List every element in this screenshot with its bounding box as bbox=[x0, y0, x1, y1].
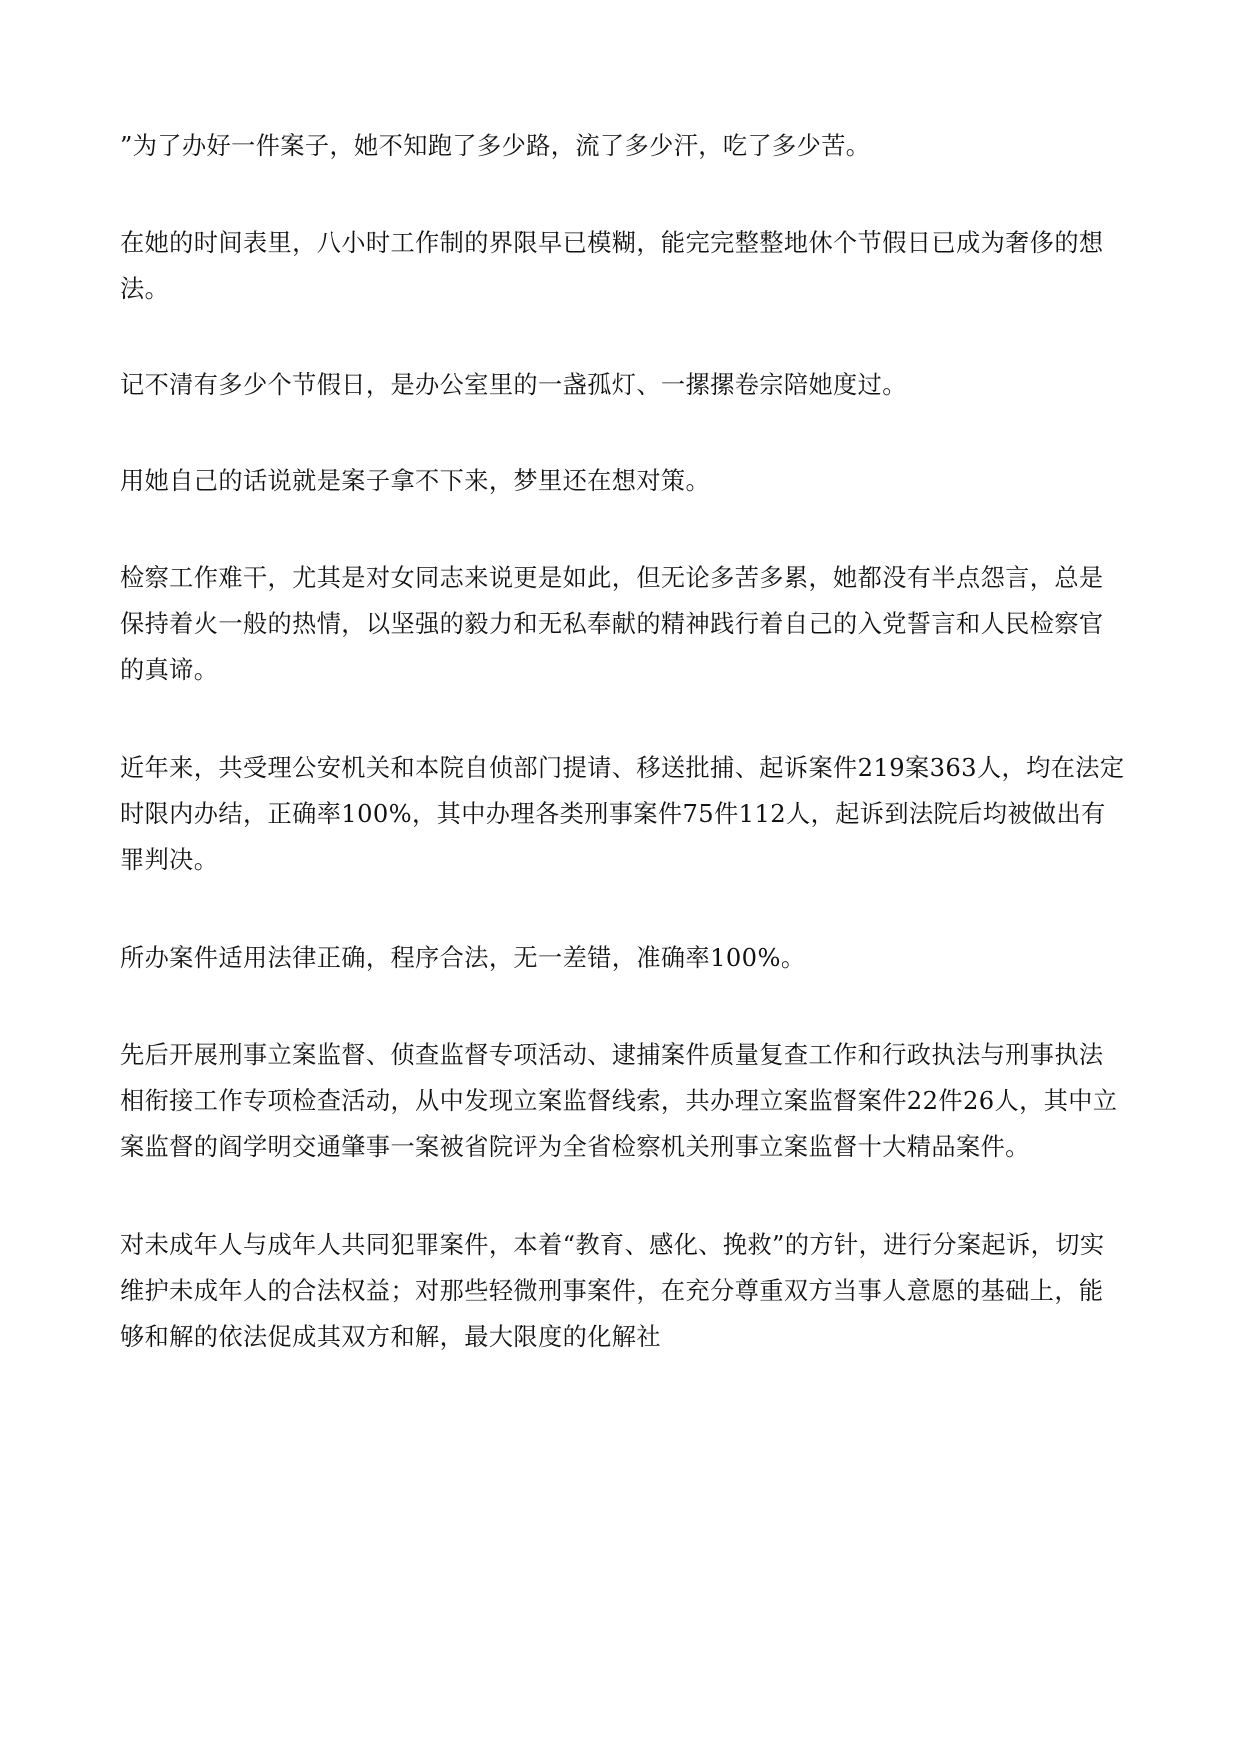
paragraph-8: 先后开展刑事立案监督、侦查监督专项活动、逮捕案件质量复查工作和行政执法与刑事执法相衔接工作专项检查活动，从中发现立案监督线索，共办理立案监督案件22件26人，其中立案监督的阎学明交通肇事一案被省院评为全省检察机关刑事立案监督十大精品案件。 bbox=[120, 1041, 1118, 1161]
paragraph-3: 记不清有多少个节假日，是办公室里的一盏孤灯、一摞摞卷宗陪她度过。 bbox=[120, 371, 907, 399]
paragraph-4: 用她自己的话说就是案子拿不下来，梦里还在想对策。 bbox=[120, 467, 711, 495]
paragraph-2: 在她的时间表里，八小时工作制的界限早已模糊，能完完整整地休个节假日已成为奢侈的想法。 bbox=[120, 229, 1104, 303]
paragraph-1: ”为了办好一件案子，她不知跑了多少路，流了多少汗，吃了多少苦。 bbox=[120, 132, 871, 160]
paragraph-5: 检察工作难干，尤其是对女同志来说更是如此，但无论多苦多累，她都没有半点怨言，总是保持着火一般的热情，以坚强的毅力和无私奉献的精神践行着自己的入党誓言和人民检察官的真谛。 bbox=[120, 564, 1104, 684]
paragraph-9: 对未成年人与成年人共同犯罪案件，本着“教育、感化、挽救”的方针，进行分案起诉，切实维护未成年人的合法权益；对那些轻微刑事案件，在充分尊重双方当事人意愿的基础上，能够和解的依法促成其双方和解，最大限度的化解社 bbox=[120, 1231, 1105, 1351]
paragraph-7: 所办案件适用法律正确，程序合法，无一差错，准确率100%。 bbox=[120, 944, 806, 972]
paragraph-6: 近年来，共受理公安机关和本院自侦部门提请、移送批捕、起诉案件219案363人，均在法定时限内办结，正确率100%，其中办理各类刑事案件75件112人，起诉到法院后均被做出有罪判决。 bbox=[120, 754, 1125, 874]
